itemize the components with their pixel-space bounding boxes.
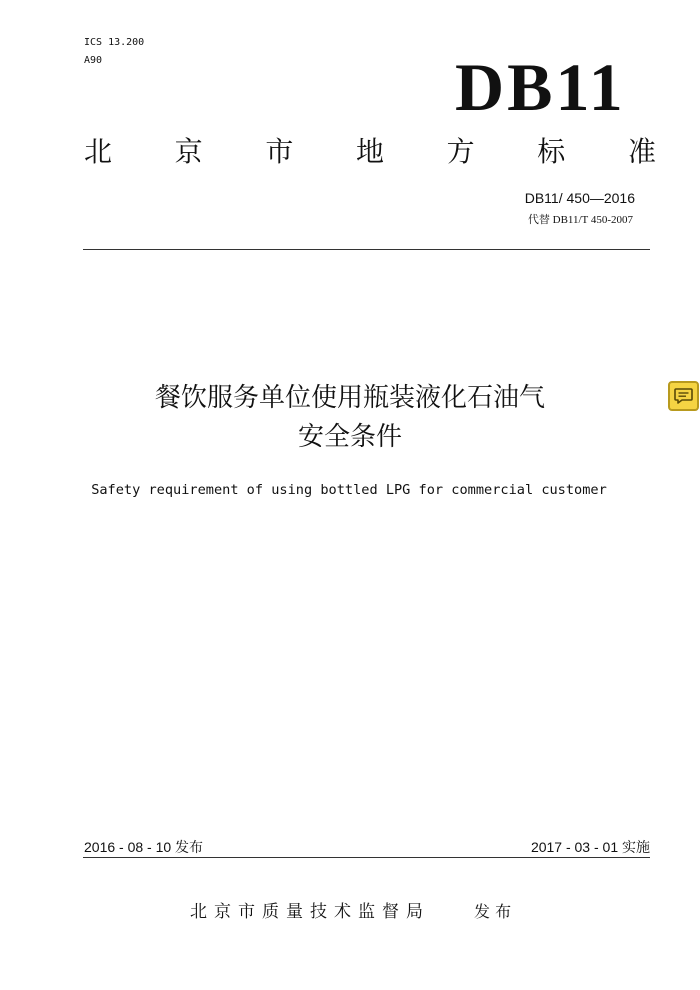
standard-type-char: 市 [265, 135, 294, 168]
classification-code: A90 [84, 55, 103, 66]
standard-type [84, 136, 656, 168]
standard-type-char: 标 [537, 135, 566, 168]
standard-number: DB11/ 450—2016 [524, 190, 635, 206]
comment-bubble-icon [670, 383, 697, 409]
comment-icon[interactable] [668, 381, 699, 411]
issuing-authority: 北京市质量技术监督局 [190, 902, 430, 922]
standard-type-char: 方 [446, 135, 475, 168]
title-zh-line-2: 安全条件 [297, 422, 402, 452]
header-divider [83, 249, 650, 250]
replaces-standard: 代替 DB11/T 450-2007 [527, 214, 633, 226]
effective-date: 2017 - 03 - 01 实施 [530, 839, 650, 855]
footer-divider [83, 857, 650, 858]
issue-label: 发 布 [474, 902, 512, 921]
db-logo: DB11 [455, 49, 626, 125]
issued-date: 2016 - 08 - 10 发布 [84, 839, 204, 855]
standard-type-char: 地 [355, 135, 384, 168]
standard-type-char: 北 [84, 135, 113, 168]
ics-code: ICS 13.200 [84, 37, 145, 48]
title-en: Safety requirement of using bottled LPG for commercial customer [91, 482, 607, 498]
title-zh-line-1: 餐饮服务单位使用瓶装液化石油气 [154, 383, 545, 413]
standard-type-char: 准 [627, 135, 656, 168]
standard-type-char: 京 [174, 135, 203, 168]
